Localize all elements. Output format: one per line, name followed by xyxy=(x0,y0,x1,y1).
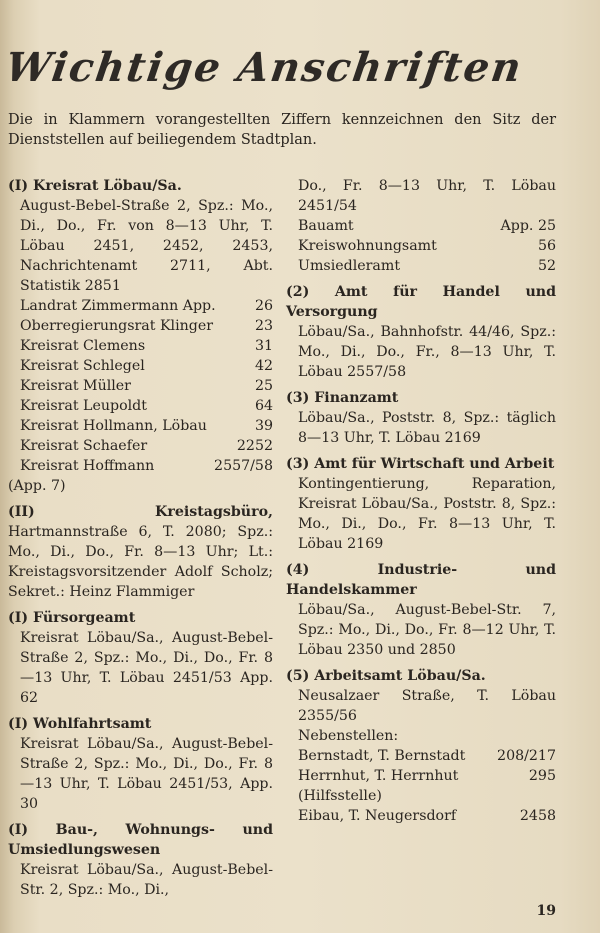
intro-text: Die in Klammern vorangestellten Ziffern kennzeichnen den Sitz der Dienststellen auf beiliegendem Stadtplan. xyxy=(8,112,556,148)
item-value: 23 xyxy=(254,318,273,334)
entry-wirtschaft xyxy=(286,454,556,554)
item-value: 2252 xyxy=(236,438,273,454)
item-value: 25 xyxy=(254,378,273,394)
item-value: 64 xyxy=(254,398,273,414)
item-name: Umsiedleramt xyxy=(298,258,401,274)
item-value: 295 xyxy=(528,768,556,784)
item-name: Herrnhut, T. Herrnhut xyxy=(298,768,459,784)
list-item xyxy=(286,786,556,806)
app-note: (App. 7) xyxy=(8,478,66,494)
entry-title: (2) Amt für Handel und Versorgung xyxy=(286,284,556,320)
item-value: 42 xyxy=(254,358,273,374)
list-item xyxy=(8,416,273,436)
entry-text: Kreisrat Löbau/Sa., August-Bebel-Str. 2, Spz.: Mo., Di., xyxy=(20,862,273,898)
list-item xyxy=(8,356,273,376)
item-name: Kreisrat Schlegel xyxy=(20,358,145,374)
item-name: Landrat Zimmermann App. xyxy=(20,298,216,314)
left-column xyxy=(8,176,273,906)
list-item xyxy=(286,236,556,256)
entry-text: Kreisrat Löbau/Sa., August-Bebel-Straße 2, Spz.: Mo., Di., Do., Fr. 8—13 Uhr, T. Löbau 2451/53 App. 62 xyxy=(20,630,273,706)
item-name: Bauamt xyxy=(298,218,354,234)
item-name: Oberregierungsrat Klinger xyxy=(20,318,214,334)
entry-kreisrat xyxy=(8,176,273,496)
entry-text: Neusalzaer Straße, T. Löbau 2355/56 xyxy=(298,688,556,724)
entry-text: Löbau/Sa., Bahnhofstr. 44/46, Spz.: Mo., Di., Do., Fr., 8—13 Uhr, T. Löbau 2557/58 xyxy=(298,324,556,380)
entry-arbeitsamt xyxy=(286,666,556,826)
entry-title: (5) Arbeitsamt Löbau/Sa. xyxy=(286,668,486,684)
item-name: Kreiswohnungsamt xyxy=(298,238,437,254)
entry-text: August-Bebel-Straße 2, Spz.: Mo., Di., Do., Fr. von 8—13 Uhr, T. Löbau 2451, 2452, 2453, Nachrichtenamt 2711, Abt. Statistik 2851 xyxy=(20,198,273,294)
item-name: Kreisrat Schaefer xyxy=(20,438,148,454)
entry-text: Kreisrat Löbau/Sa., August-Bebel-Straße 2, Spz.: Mo., Di., Do., Fr. 8—13 Uhr, T. Löbau 2451/53, App. 30 xyxy=(20,736,273,812)
entry-text: Hartmannstraße 6, T. 2080; Spz.: Mo., Di., Do., Fr. 8—13 Uhr; Lt.: Kreistagsvorsitzender Adolf Scholz; Sekret.: Heinz Flammiger xyxy=(8,524,273,600)
list-item xyxy=(8,316,273,336)
item-name: Kreisrat Clemens xyxy=(20,338,146,354)
entry-fuersorgeamt xyxy=(8,608,273,708)
item-value: 26 xyxy=(254,298,273,314)
entry-text: Kontingentierung, Reparation, Kreisrat Löbau/Sa., Poststr. 8, Spz.: Mo., Di., Do., Fr. 8—13 Uhr, T. Löbau 2169 xyxy=(298,476,556,552)
item-value: 2458 xyxy=(519,808,556,824)
entry-kreistagsbuero xyxy=(8,502,273,602)
item-name: Kreisrat Hollmann, Löbau xyxy=(20,418,207,434)
entry-bauamt-continued xyxy=(286,176,556,276)
entry-subheading: Nebenstellen: xyxy=(298,728,399,744)
entry-title: (I) Kreisrat Löbau/Sa. xyxy=(8,178,182,194)
item-name: Eibau, T. Neugersdorf xyxy=(298,808,457,824)
item-value: 2557/58 xyxy=(214,458,273,474)
entry-finanzamt xyxy=(286,388,556,448)
entry-text: Löbau/Sa., Poststr. 8, Spz.: täglich 8—13 Uhr, T. Löbau 2169 xyxy=(298,410,556,446)
list-item xyxy=(286,806,556,826)
list-item xyxy=(8,456,273,476)
item-name: Kreisrat Leupoldt xyxy=(20,398,147,414)
list-item xyxy=(286,766,556,786)
entry-handel xyxy=(286,282,556,382)
entry-title: (3) Amt für Wirtschaft und Arbeit xyxy=(286,456,555,472)
item-name: Bernstadt, T. Bernstadt xyxy=(298,748,466,764)
item-name: Kreisrat Müller xyxy=(20,378,131,394)
list-item xyxy=(286,746,556,766)
entry-text: Do., Fr. 8—13 Uhr, T. Löbau 2451/54 xyxy=(298,178,556,214)
list-item xyxy=(8,436,273,456)
list-item xyxy=(8,296,273,316)
item-value: 56 xyxy=(537,238,556,254)
entry-title: (I) Wohlfahrtsamt xyxy=(8,716,152,732)
list-item xyxy=(8,336,273,356)
entry-title: (3) Finanzamt xyxy=(286,390,399,406)
item-value: 52 xyxy=(537,258,556,274)
list-item xyxy=(8,396,273,416)
entry-wohlfahrtsamt xyxy=(8,714,273,814)
item-value: 31 xyxy=(254,338,273,354)
item-value: 208/217 xyxy=(497,748,556,764)
entry-title: (I) Bau-, Wohnungs- und Umsiedlungswesen xyxy=(8,822,273,858)
list-item xyxy=(286,256,556,276)
entry-bauamt xyxy=(8,820,273,900)
entry-ihk xyxy=(286,560,556,660)
list-item xyxy=(286,216,556,236)
right-column xyxy=(286,176,556,832)
entry-title: (II) Kreistagsbüro, xyxy=(8,504,273,520)
page-heading: Wichtige Anschriften xyxy=(2,44,526,91)
entry-text: Löbau/Sa., August-Bebel-Str. 7, Spz.: Mo., Di., Do., Fr. 8—12 Uhr, T. Löbau 2350 und 2850 xyxy=(298,602,556,658)
item-name: Kreisrat Hoffmann xyxy=(20,458,155,474)
list-item xyxy=(8,376,273,396)
item-name: (Hilfsstelle) xyxy=(298,788,382,804)
page-number: 19 xyxy=(536,903,556,919)
entry-title: (I) Fürsorgeamt xyxy=(8,610,136,626)
item-value: App. 25 xyxy=(500,218,556,234)
item-value: 39 xyxy=(254,418,273,434)
entry-title: (4) Industrie- und Handelskammer xyxy=(286,562,556,598)
